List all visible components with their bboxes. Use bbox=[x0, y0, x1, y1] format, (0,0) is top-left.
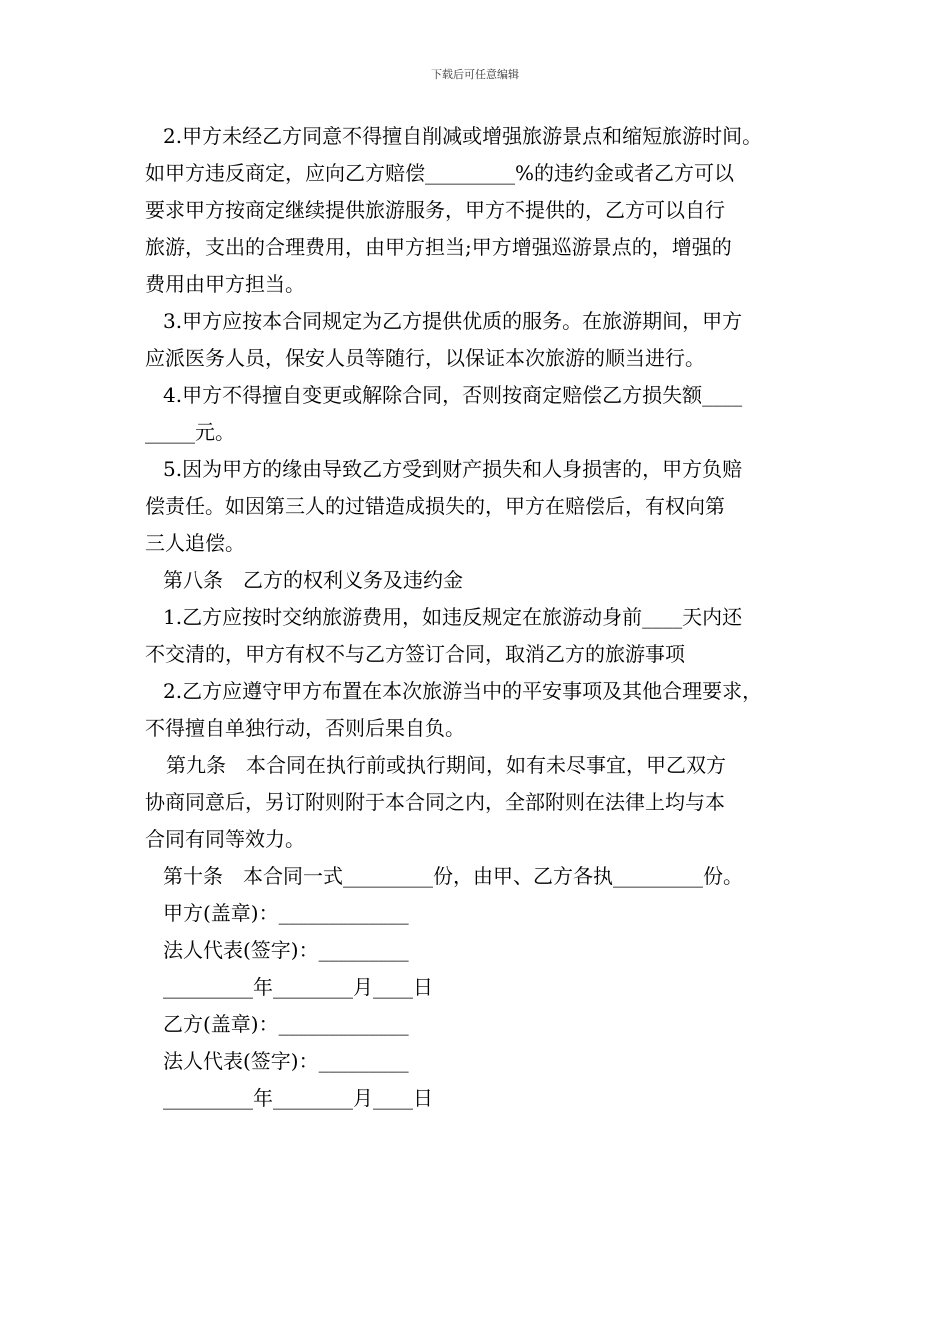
text-line: 2.甲方未经乙方同意不得擅自削减或增强旅游景点和缩短旅游时间。 bbox=[163, 124, 763, 148]
signature-party-b-date: _________年________月____日 bbox=[163, 1086, 433, 1110]
text-line: 旅游，支出的合理费用，由甲方担当;甲方增强巡游景点的，增强的 bbox=[145, 235, 732, 259]
text-line: 偿责任。如因第三人的过错造成损失的，甲方在赔偿后，有权向第 bbox=[145, 494, 725, 518]
signature-party-a-rep: 法人代表(签字)：_________ bbox=[163, 938, 409, 962]
article-heading: 第八条 乙方的权利义务及违约金 bbox=[163, 568, 463, 592]
text-line: 第九条 本合同在执行前或执行期间，如有未尽事宜，甲乙双方 bbox=[166, 753, 726, 777]
text-line: 3.甲方应按本合同规定为乙方提供优质的服务。在旅游期间，甲方 bbox=[163, 309, 743, 333]
text-line: 费用由甲方担当。 bbox=[145, 272, 305, 296]
text-line: 2.乙方应遵守甲方布置在本次旅游当中的平安事项及其他合理要求， bbox=[163, 679, 763, 703]
text-line: 不得擅自单独行动，否则后果自负。 bbox=[145, 716, 465, 740]
signature-party-a-seal: 甲方(盖章)：_____________ bbox=[163, 901, 409, 925]
page-header: 下载后可任意编辑 bbox=[431, 68, 519, 81]
text-line: _____元。 bbox=[145, 420, 235, 444]
text-line: 如甲方违反商定，应向乙方赔偿_________%的违约金或者乙方可以 bbox=[145, 161, 735, 185]
text-line: 1.乙方应按时交纳旅游费用，如违反规定在旅游动身前____天内还 bbox=[163, 605, 743, 629]
contract-body bbox=[145, 118, 815, 1117]
signature-party-b-seal: 乙方(盖章)：_____________ bbox=[163, 1012, 409, 1036]
text-line: 三人追偿。 bbox=[145, 531, 245, 555]
signature-party-a-date: _________年________月____日 bbox=[163, 975, 433, 999]
text-line: 要求甲方按商定继续提供旅游服务，甲方不提供的，乙方可以自行 bbox=[145, 198, 725, 222]
text-line: 5.因为甲方的缘由导致乙方受到财产损失和人身损害的，甲方负赔 bbox=[163, 457, 743, 481]
text-line: 合同有同等效力。 bbox=[145, 827, 305, 851]
text-line: 不交清的，甲方有权不与乙方签订合同，取消乙方的旅游事项 bbox=[145, 642, 685, 666]
text-line: 应派医务人员，保安人员等随行，以保证本次旅游的顺当进行。 bbox=[145, 346, 705, 370]
signature-party-b-rep: 法人代表(签字)：_________ bbox=[163, 1049, 409, 1073]
text-line: 第十条 本合同一式_________份，由甲、乙方各执_________份。 bbox=[163, 864, 743, 888]
text-line: 4.甲方不得擅自变更或解除合同，否则按商定赔偿乙方损失额____ bbox=[163, 383, 743, 407]
text-line: 协商同意后，另订附则附于本合同之内，全部附则在法律上均与本 bbox=[145, 790, 725, 814]
